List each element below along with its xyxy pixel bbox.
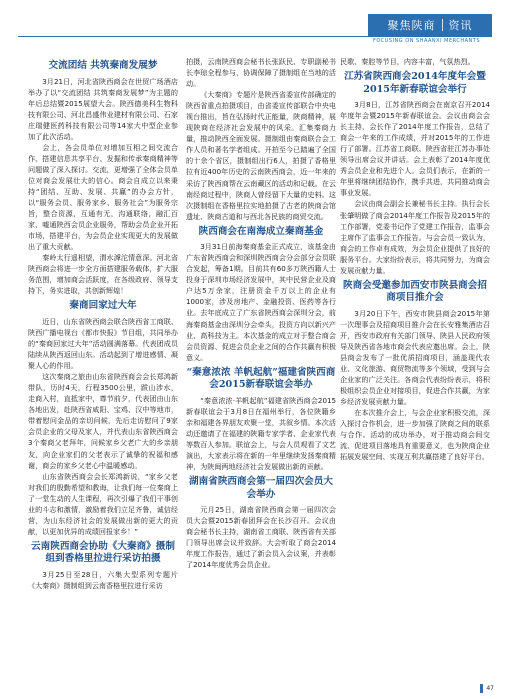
article-paragraph: 《大秦商》专题片是陕西省委宣传部确定的陕西省重点拍摄项目，由省委宣传部联合中央电视台推出，旨在弘扬时代正能量，陕商精神，展现陕商在经济社会发展中的风采。汇集秦商力量，推动陕西全面发展。摄制组由秦商联合会工作人员和著名学者组成。开拍至今已踏遍了全国的十余个省区，摄制组出行6人，拍摄了香格里拉有近400年历史的云南陕西商会，近一年来的采访了陕西商帮在云南藏区的活动和记载。在云南经商过程中，陕商人曾经留下大量的史料。这次摄制组在香格里拉实地拍摄了古老的陕商会馆遗址、陕商古道和与西北各民族的商贸交流。 — [186, 90, 336, 221]
article-paragraph: 元月25日，湖南省陕西商会第一届四次会员大会暨2015新春团拜会在长沙召开。会议由商会秘书长主持，湖南省工商联、陕西省有关部门领导出席会议并致辞。大会听取了商会2014年度工作报告，通过了新会员入会议案，并表彰了2014年度优秀会员企业。 — [186, 505, 336, 570]
page-number-text: 47 — [486, 685, 494, 692]
article-headline: 陕商会受邀参加西安市陕县商会招商项目推介会 — [343, 279, 487, 304]
article-paragraph: 3月8日，江苏省陕西商会在南京召开2014年度年会暨2015年新春联谊会。会议由商会会长主持，会长作了2014年度工作报告，总结了商会一年来的工作成绩，并对2015年的工作进行了部署。江苏省工商联、陕西省驻江苏办事处领导出席会议并讲话。会上表彰了2014年度优秀会员企业和先进个人。会员们表示，在新的一年里将继续团结协作，携手共进，共同推动商会事业发展。 — [340, 100, 490, 198]
article-paragraph: 近日，山东省陕西商会联合陕西省工商联、陕西广播电视台《都市快报》节目组，共同举办的“秦商回家过大年”活动圆满落幕。代表团成员陆续从陕西返回山东。活动起到了增进感情、凝聚人心的作用。 — [28, 316, 178, 371]
section-badge — [368, 14, 492, 36]
article-paragraph: “秦意浓浓·羊帆起航”福建省陕西商会2015新春联谊会于3月8日在福州举行，各位陕籍乡亲和福建各界朋友欢聚一堂，共叙乡情。本次活动还邀请了在福建的陕籍专家学者、企业家代表等数百人参加。联谊会上，与会人员观看了文艺演出，大家表示将在新的一年里继续发扬秦商精神，为陕闽两地经济社会发展做出新的贡献。 — [186, 395, 336, 471]
text-column-3 — [340, 56, 490, 462]
page-number — [480, 684, 494, 693]
article-headline: 云南陕西商会协助《大秦商》摄制组到香格里拉进行采访拍摄 — [31, 540, 175, 565]
section-divider — [442, 19, 443, 31]
article-paragraph: 3月31日前海秦商基金正式成立，该基金由广东省陕西商会和深圳陕西商会分会部分会员联合发起，筹备1期。目前共有60多万陕西籍人士投身于深圳市场经济发展中，其中民营企业及商户达5万余家，注册资金千万以上的企业有1000家，涉及房地产、金融投资、医药等各行业。去年底成立了广东省陕西商会深圳分会，前海秦商基金由深圳分会牵头，投资方向以新兴产业、高科技为主。本次基金的成立对于整合商会会员资源、促进会员企业之间的合作共赢有积极意义。 — [186, 242, 336, 362]
article-headline: “秦意浓浓 羊帆起航”福建省陕西商会2015新春联谊会举办 — [186, 366, 336, 391]
article-headline: 陕西商会在南海成立秦商基金 — [198, 225, 324, 237]
text-column-2 — [186, 56, 336, 570]
article-paragraph: 在本次推介会上，与会企业家积极交流，深入探讨合作机会，进一步加强了陕商之间的联系与合作。活动的成功举办，对于推动商会间交流、促进项目落地具有重要意义，也为陕商企业拓展发展空间、实现互利共赢搭建了良好平台。 — [340, 408, 490, 462]
page-number-marker — [480, 684, 483, 693]
article-paragraph: 会议由商会副会长兼秘书长主持。执行会长张肇明做了商会2014年度工作报告及2015年的工作部署，党委书记作了党建工作报告，监事会主席作了监事会工作报告。与会会员一致认为，商会的工作卓有成效，为会员企业提供了良好的服务平台。大家纷纷表示，将共同努力，为商会发展贡献力量。 — [340, 199, 490, 275]
article-paragraph: 拍摄，云南陕西商会秘书长张跃民、专职副秘书长李琼全程参与，协调保障了摄制组在当地的活动。 — [186, 57, 336, 89]
article-paragraph: 山东省陕西商会会长郑鸿新说，“家乡父老对我们的殷勤希望和教诲，让我们每一位秦商上了一堂生动的人生课程，再次引爆了我们干事创业的斗志和激情，激励着我们立足齐鲁，诚信经营，为山东经济社会的发展做出新的更大的贡献，以更加优异的成绩回报家乡！” — [28, 471, 178, 536]
section-english-label: FOCUSING ON SHAANXI MERCHANTS — [372, 38, 480, 44]
header-rule — [18, 36, 492, 37]
text-column-1 — [28, 56, 178, 591]
article-headline: 湖南省陕西商会第一届四次会员大会举办 — [189, 476, 333, 500]
article-headline: 秦商回家过大年 — [69, 300, 137, 312]
section-title: 聚焦陕商 — [387, 19, 436, 32]
article-headline: 江苏省陕西商会2014年度年会暨2015年新春联谊会举行 — [344, 71, 486, 95]
section-subtitle: 资讯 — [448, 19, 473, 32]
article-paragraph: 会上，各会员单位对增加互相之间交流合作、搭建信息共享平台、发掘和传承秦商精神等问题做了深入探讨。交流，更增强了全体会员单位对商会发展壮大的信心。商会自成立以来秉持“团结、互助、发展、共赢”的办会方针，以“服务会员、服务家乡、服务社会”为服务宗旨，整合资源，互通有无，沟通联络，融汇百家，嘘通陕西会员企业服务，帮助会员企业开拓市场，搭建平台，为会员企业实现更大的发展做出了重大贡献。 — [28, 142, 178, 252]
article-paragraph: 这次秦商之旅由山东省陕西商会会长郑鸿新带队，历时4天，行程3500公里，跋山涉水，走商入村，直抵家中，尊节前夕，代表团由山东各地出发，赴陕西省咸阳、宝鸡、汉中等地市，带着慰问金品的亲切问候，先后走访慰问了9家会员企业的父母及家人，并代表山东省陕西商会3个秦商父老拜年，问候家乡父老广大的乡亲朋友，向企业家们的父老表示了诚挚的祝福和感谢，商会的家乡父老心中温暖感动。 — [28, 372, 178, 470]
article-paragraph: 秦岭太行遥相望，渭水滹沱情意深。河北省陕西商会将进一步全方面搭建服务载体，扩大服务范围，增加商会活跃度，在各级政府、领导支持下，务实进取，共创新辉煌！ — [28, 253, 178, 296]
article-paragraph: 3月21日，河北省陕西商会在世贸广场酒店举办了以“交流团结 共筑秦商发展梦”为主题的年后总结暨2015展望大会。陕西德美科生物科技有限公司、河北昌盛伟业建材有限公司、石家庄瑞健医药科技有限公司等14家大中型企业参加了此次活动。 — [28, 76, 178, 141]
article-headline: 交流团结 共筑秦商发展梦 — [48, 60, 158, 71]
article-paragraph: 民歌、秦腔等节目，内容丰富，气氛热烈。 — [340, 57, 475, 66]
article-paragraph: 3月25日至28日，六集大型系列专题片《大秦商》摄制组到云南香格里拉进行采访 — [28, 569, 178, 590]
article-paragraph: 3月20日下午，西安市陕县商会2015年第一次理事会及招商项目推介会在长安雅集酒店召开，西安市政府有关部门领导、陕县人民政府领导及陕西省各地市商会代表应邀出席。会上，陕县商会发布了一批优质招商项目，涵盖现代农业、文化旅游、商贸物流等多个领域，受到与会企业家的广泛关注。各商会代表纷纷表示，将积极组织会员企业对接项目，促进合作共赢，为家乡经济发展贡献力量。 — [340, 308, 490, 407]
